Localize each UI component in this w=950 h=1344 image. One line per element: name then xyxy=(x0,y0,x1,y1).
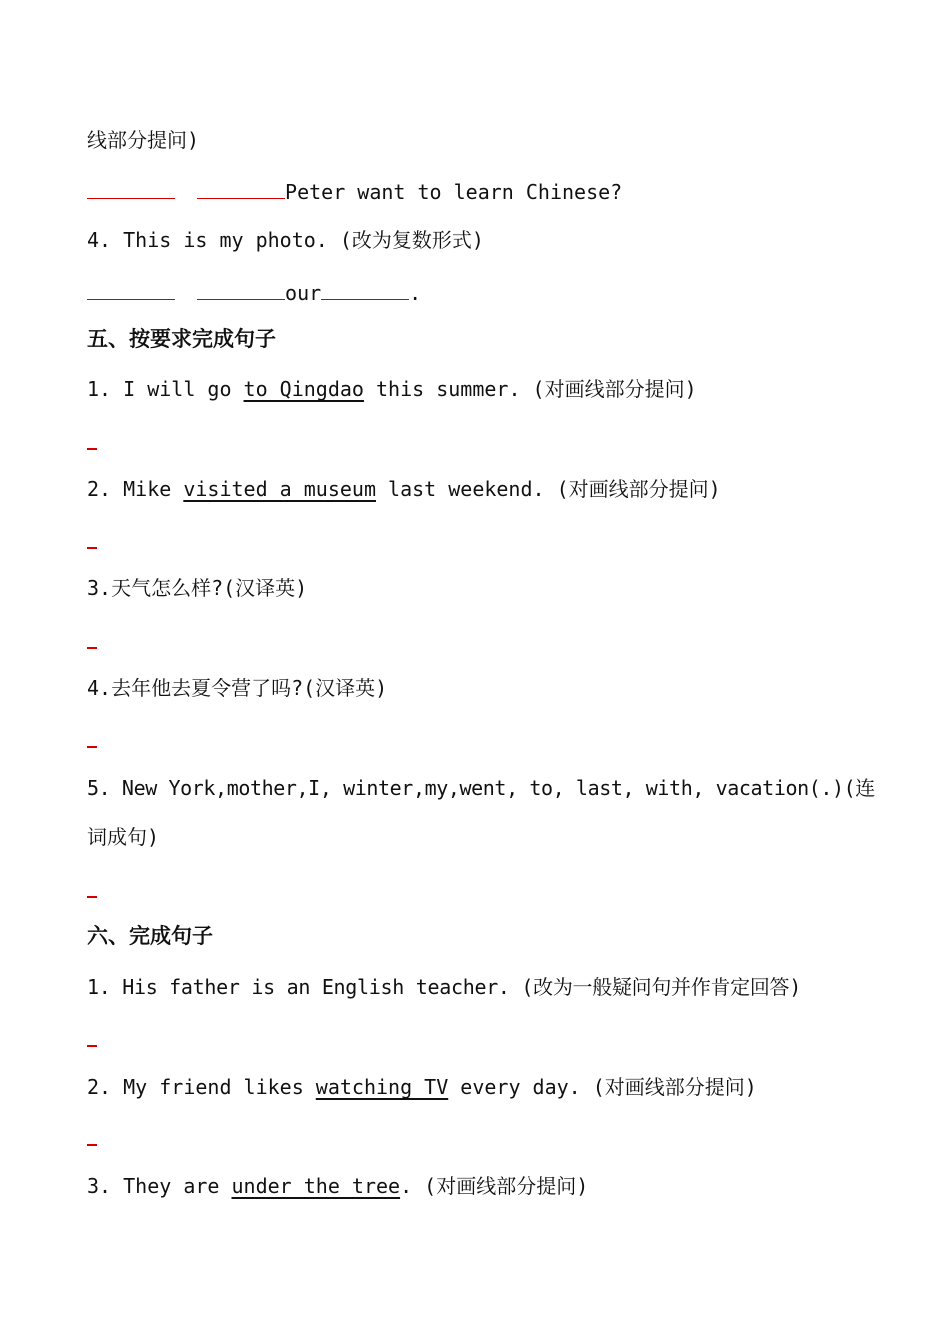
section5-question-1 xyxy=(87,375,697,403)
answer-blank[interactable] xyxy=(87,1045,97,1047)
section5-question-2 xyxy=(87,475,721,503)
question-text: every day. (对画线部分提问) xyxy=(448,1075,757,1099)
question-text: 5. New York,mother,I, winter,my,went, to, last, with, vacation(.)(连 xyxy=(87,776,875,800)
section5-question-4 xyxy=(87,674,387,702)
section6-question-1 xyxy=(87,973,801,1001)
answer-blank[interactable] xyxy=(87,896,97,898)
section-heading-6 xyxy=(87,922,213,950)
answer-line-1 xyxy=(87,176,622,206)
question-text: 3. They are xyxy=(87,1174,232,1198)
answer-blank[interactable] xyxy=(87,1144,97,1146)
question-text: 2. Mike xyxy=(87,477,184,501)
answer-line-2 xyxy=(87,277,421,307)
question-4 xyxy=(87,226,484,254)
answer-blank[interactable] xyxy=(87,448,97,450)
question-text: 词成句) xyxy=(87,825,160,849)
section6-question-2 xyxy=(87,1073,757,1101)
section5-question-5-cont xyxy=(87,823,159,851)
question-text: 4. This is my photo. (改为复数形式) xyxy=(87,228,484,252)
sentence-text: our xyxy=(285,281,322,305)
question-text: . (对画线部分提问) xyxy=(400,1174,589,1198)
question-text: 2. My friend likes xyxy=(87,1075,316,1099)
answer-blank[interactable] xyxy=(87,647,97,649)
section-title: 五、按要求完成句子 xyxy=(87,327,276,351)
underlined-phrase: to Qingdao xyxy=(243,377,364,401)
continued-instruction xyxy=(87,126,199,154)
question-text: last weekend. (对画线部分提问) xyxy=(375,477,721,501)
sentence-text: Peter want to learn Chinese? xyxy=(285,180,623,204)
answer-blank[interactable] xyxy=(321,277,409,300)
instruction-text: 线部分提问) xyxy=(87,128,200,152)
section-title: 六、完成句子 xyxy=(87,924,213,948)
section5-question-3 xyxy=(87,574,307,602)
answer-blank[interactable] xyxy=(87,277,175,300)
answer-blank[interactable] xyxy=(87,547,97,549)
answer-blank[interactable] xyxy=(197,176,285,199)
answer-blank[interactable] xyxy=(87,746,97,748)
question-text: 3.天气怎么样?(汉译英) xyxy=(87,576,308,600)
answer-blank[interactable] xyxy=(87,176,175,199)
answer-blank[interactable] xyxy=(197,277,285,300)
underlined-phrase: visited a museum xyxy=(183,477,376,501)
underlined-phrase: watching TV xyxy=(315,1075,449,1099)
section-heading-5 xyxy=(87,325,276,353)
section5-question-5 xyxy=(87,774,875,802)
question-text: 1. His father is an English teacher. (改为一般疑问句并作肯定回答) xyxy=(87,975,802,999)
underlined-phrase: under the tree xyxy=(231,1174,401,1198)
question-text: this summer. (对画线部分提问) xyxy=(363,377,697,401)
question-text: 1. I will go xyxy=(87,377,244,401)
sentence-end: . xyxy=(409,281,422,305)
section6-question-3 xyxy=(87,1172,588,1200)
question-text: 4.去年他去夏令营了吗?(汉译英) xyxy=(87,676,388,700)
